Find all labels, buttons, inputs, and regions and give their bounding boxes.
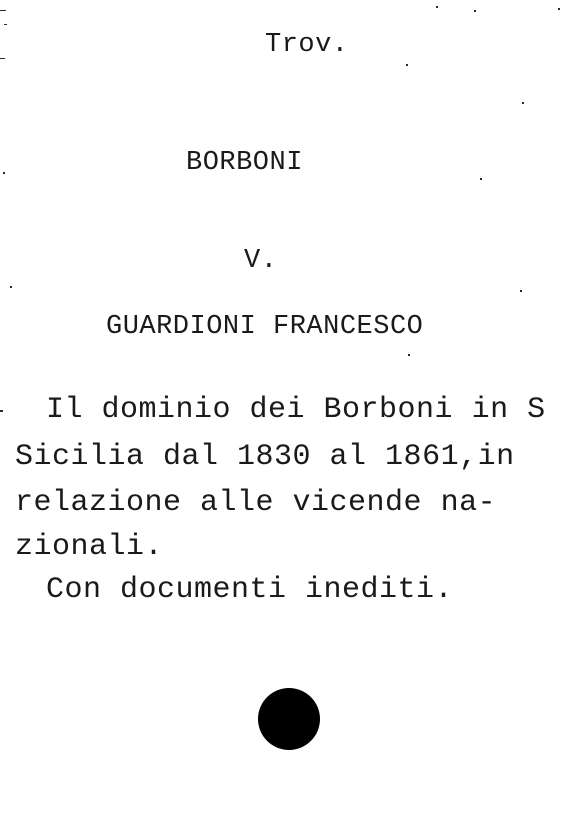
card-header: Trov. — [265, 30, 349, 60]
scan-speck — [558, 8, 560, 10]
scan-speck — [0, 58, 5, 59]
scan-speck — [522, 102, 524, 104]
scan-speck — [480, 178, 482, 180]
scan-speck — [406, 64, 408, 66]
punch-hole — [258, 688, 320, 750]
author-name: GUARDIONI FRANCESCO — [106, 312, 424, 342]
scan-speck — [520, 290, 522, 292]
title-line-4: zionali. — [15, 530, 164, 564]
scan-speck — [0, 10, 6, 11]
scan-speck — [0, 410, 3, 412]
scan-speck — [3, 172, 5, 174]
title-line-1: Il dominio dei Borboni in S — [46, 393, 546, 427]
scan-speck — [436, 6, 438, 8]
title-line-3: relazione alle vicende na- — [15, 486, 497, 520]
subject-marker: V. — [244, 246, 278, 276]
scan-speck — [10, 286, 12, 288]
author-surname: BORBONI — [186, 148, 303, 178]
title-line-2: Sicilia dal 1830 al 1861,in — [15, 440, 515, 474]
note-line: Con documenti inediti. — [46, 573, 454, 607]
scan-speck — [408, 354, 410, 356]
scan-speck — [4, 24, 7, 25]
scan-speck — [474, 10, 476, 12]
